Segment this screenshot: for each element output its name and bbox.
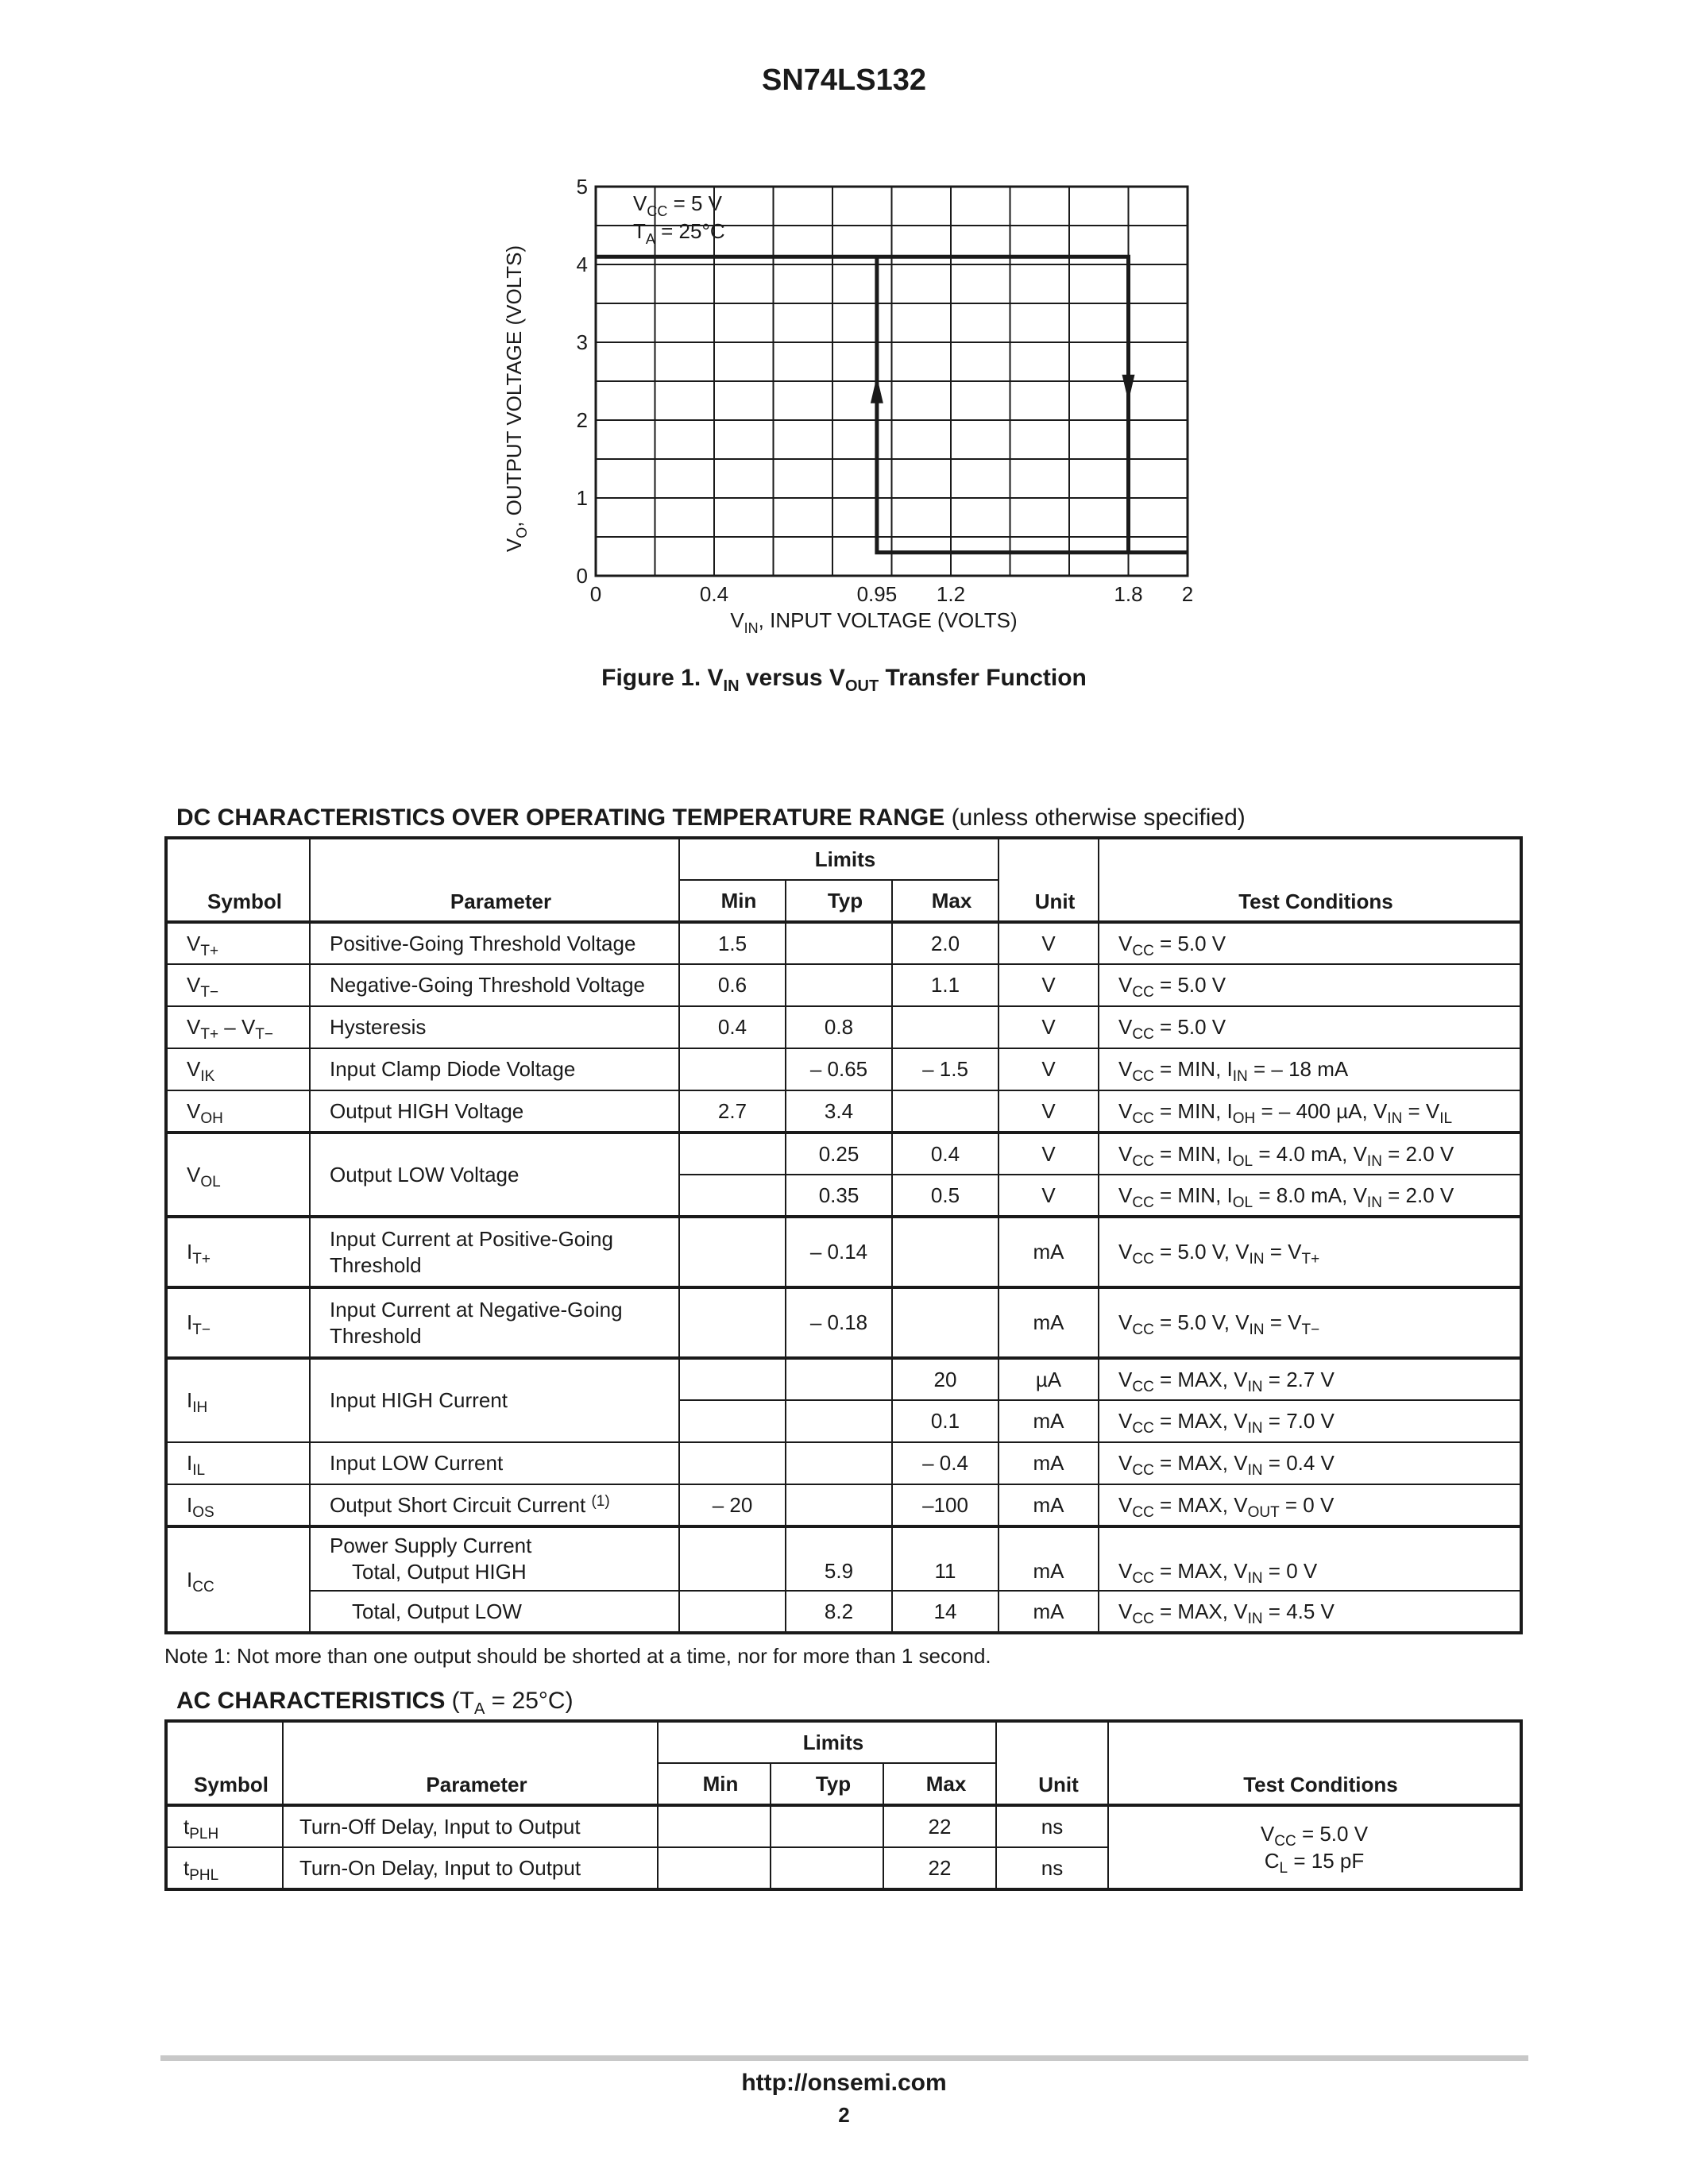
conditions-cell: $V_{CC} = 5.0$ V $C_L = 15$ pF <box>1108 1805 1521 1889</box>
max-cell <box>892 1217 999 1287</box>
y-tick-label: 0 <box>576 564 588 588</box>
max-cell: 1.1 <box>892 964 999 1006</box>
typ-cell: 0.8 <box>786 1006 892 1048</box>
unit-cell: V <box>999 1090 1099 1133</box>
parameter-cell: Total, Output LOW <box>310 1591 679 1633</box>
max-cell: 22 <box>883 1805 996 1847</box>
unit-cell: V <box>999 1048 1099 1090</box>
min-cell <box>679 1358 786 1400</box>
footnote: Note 1: Not more than one output should be shorted at a time, nor for more than 1 second. <box>164 1644 991 1668</box>
conditions-cell: $V_{CC} = 5.0$ V <box>1099 1006 1521 1048</box>
parameter-cell: Negative-Going Threshold Voltage <box>310 964 679 1006</box>
ac-section-title: AC CHARACTERISTICS $(T_A = 25^\circ C)$ <box>176 1688 574 1718</box>
x-tick-label: 0.4 <box>699 582 729 606</box>
table-row <box>166 1805 1521 1847</box>
max-cell: – 1.5 <box>892 1048 999 1090</box>
conditions-cell: $V_{CC} = 5.0$ V <box>1099 922 1521 964</box>
table-row <box>166 1526 1521 1591</box>
min-cell: 1.5 <box>679 922 786 964</box>
header-min: Min <box>658 1763 771 1805</box>
chart-grid <box>596 187 1188 576</box>
unit-cell: mA <box>999 1526 1099 1591</box>
max-cell: 11 <box>892 1526 999 1591</box>
arrow-up-marker <box>871 376 883 403</box>
unit-cell: V <box>999 1175 1099 1217</box>
y-tick-label: 5 <box>576 175 588 199</box>
max-cell: 14 <box>892 1591 999 1633</box>
max-cell: 0.5 <box>892 1175 999 1217</box>
max-cell: 0.1 <box>892 1400 999 1442</box>
x-tick-label: 0 <box>589 582 602 606</box>
symbol-cell: $V_{OL}$ <box>166 1133 310 1217</box>
symbol-cell: $V_{T+} - V_{T-}$ <box>166 1006 310 1048</box>
conditions-cell: $V_{CC}$ = MAX, $V_{IN} = 7.0$ V <box>1099 1400 1521 1442</box>
table-row <box>166 1287 1521 1358</box>
parameter-cell: Output Short Circuit Current $^{(1)}$ <box>310 1484 679 1526</box>
chart-annotation: $V_{CC} = 5$ V <box>633 191 722 219</box>
conditions-cell: $V_{CC} = 5.0$ V <box>1099 964 1521 1006</box>
min-cell <box>679 1287 786 1358</box>
typ-cell: – 0.18 <box>786 1287 892 1358</box>
table-row <box>166 1090 1521 1133</box>
y-tick-label: 3 <box>576 330 588 354</box>
symbol-cell: $V_{T+}$ <box>166 922 310 964</box>
table-row <box>166 1484 1521 1526</box>
unit-cell: mA <box>999 1484 1099 1526</box>
dc-section-title: DC CHARACTERISTICS OVER OPERATING TEMPERATURE RANGE (unless otherwise specified) <box>176 805 1246 831</box>
x-tick-label: 2 <box>1181 582 1194 606</box>
y-tick-label: 4 <box>576 253 588 276</box>
table-row <box>166 1133 1521 1175</box>
typ-cell <box>786 922 892 964</box>
max-cell: 2.0 <box>892 922 999 964</box>
unit-cell: mA <box>999 1442 1099 1484</box>
min-cell <box>679 1217 786 1287</box>
typ-cell: – 0.14 <box>786 1217 892 1287</box>
max-cell <box>892 1006 999 1048</box>
header-min: Min <box>679 880 786 922</box>
chart-annotation: $T_A = 25^\circ C$ <box>633 219 725 247</box>
max-cell <box>892 1287 999 1358</box>
min-cell: – 20 <box>679 1484 786 1526</box>
unit-cell: mA <box>999 1287 1099 1358</box>
table-row <box>166 922 1521 964</box>
unit-cell: V <box>999 1006 1099 1048</box>
unit-cell: mA <box>999 1591 1099 1633</box>
parameter-cell: Hysteresis <box>310 1006 679 1048</box>
y-axis-label: $V_O$, OUTPUT VOLTAGE (VOLTS) <box>502 245 530 553</box>
x-tick-label: 1.2 <box>936 582 966 606</box>
parameter-cell: Input HIGH Current <box>310 1358 679 1442</box>
header-limits: Limits <box>679 838 999 880</box>
symbol-cell: $V_{T-}$ <box>166 964 310 1006</box>
typ-cell: 0.35 <box>786 1175 892 1217</box>
min-cell: 0.4 <box>679 1006 786 1048</box>
header-typ: Typ <box>771 1763 883 1805</box>
unit-cell: ns <box>996 1805 1108 1847</box>
typ-cell <box>771 1805 883 1847</box>
typ-cell <box>786 1484 892 1526</box>
conditions-cell: $V_{CC}$ = MAX, $V_{IN} = 0.4$ V <box>1099 1442 1521 1484</box>
symbol-cell: $t_{PHL}$ <box>166 1847 283 1889</box>
conditions-cell: $V_{CC} = 5.0$ V, $V_{IN} = V_{T-}$ <box>1099 1287 1521 1358</box>
y-tick-label: 2 <box>576 408 588 432</box>
parameter-cell: Input Clamp Diode Voltage <box>310 1048 679 1090</box>
x-tick-label: 0.95 <box>856 582 898 606</box>
max-cell: – 0.4 <box>892 1442 999 1484</box>
typ-cell: – 0.65 <box>786 1048 892 1090</box>
conditions-cell: $V_{CC}$ = MAX, $V_{IN} = 2.7$ V <box>1099 1358 1521 1400</box>
max-cell <box>892 1090 999 1133</box>
unit-cell: µA <box>999 1358 1099 1400</box>
header-unit: Unit <box>999 838 1099 922</box>
min-cell <box>679 1400 786 1442</box>
typ-cell <box>786 964 892 1006</box>
table-row <box>166 1442 1521 1484</box>
max-cell: –100 <box>892 1484 999 1526</box>
parameter-cell: Output LOW Voltage <box>310 1133 679 1217</box>
chart-annotations <box>633 191 725 247</box>
symbol-cell: $I_{OS}$ <box>166 1484 310 1526</box>
table-row <box>166 1217 1521 1287</box>
table-row <box>166 1048 1521 1090</box>
table-row <box>166 964 1521 1006</box>
arrow-down-marker <box>1122 375 1135 402</box>
min-cell: 2.7 <box>679 1090 786 1133</box>
table-row <box>166 1591 1521 1633</box>
figure-caption: Figure 1. $V_{IN}$ versus $V_{OUT}$ Transfer Function <box>601 665 1087 695</box>
x-tick-label: 1.8 <box>1114 582 1143 606</box>
unit-cell: mA <box>999 1400 1099 1442</box>
symbol-cell: $t_{PLH}$ <box>166 1805 283 1847</box>
parameter-cell: Input LOW Current <box>310 1442 679 1484</box>
conditions-cell: $V_{CC}$ = MIN, $I_{IN}$ = – 18 mA <box>1099 1048 1521 1090</box>
header-parameter: Parameter <box>283 1721 658 1805</box>
min-cell: 0.6 <box>679 964 786 1006</box>
header-symbol: Symbol <box>166 1721 283 1805</box>
max-cell: 22 <box>883 1847 996 1889</box>
typ-cell: 0.25 <box>786 1133 892 1175</box>
parameter-cell: Positive-Going Threshold Voltage <box>310 922 679 964</box>
header-conditions: Test Conditions <box>1099 838 1521 922</box>
conditions-cell: $V_{CC}$ = MIN, $I_{OH}$ = – 400 µA, $V_{IN} = V_{IL}$ <box>1099 1090 1521 1133</box>
header-typ: Typ <box>786 880 892 922</box>
symbol-cell: $I_{T+}$ <box>166 1217 310 1287</box>
min-cell <box>679 1133 786 1175</box>
table-row <box>166 1006 1521 1048</box>
typ-cell: 5.9 <box>786 1526 892 1591</box>
header-unit: Unit <box>996 1721 1108 1805</box>
table-row <box>166 1358 1521 1400</box>
unit-cell: V <box>999 964 1099 1006</box>
min-cell <box>679 1591 786 1633</box>
transfer-function-chart <box>477 175 1207 651</box>
parameter-cell: Turn-Off Delay, Input to Output <box>283 1805 658 1847</box>
max-cell: 0.4 <box>892 1133 999 1175</box>
dc-characteristics-table <box>164 836 1523 1634</box>
symbol-cell: $I_{T-}$ <box>166 1287 310 1358</box>
parameter-cell: Output HIGH Voltage <box>310 1090 679 1133</box>
page-number: 2 <box>838 2103 850 2127</box>
symbol-cell: $I_{CC}$ <box>166 1526 310 1633</box>
typ-cell <box>786 1442 892 1484</box>
parameter-cell: Turn-On Delay, Input to Output <box>283 1847 658 1889</box>
footer-divider <box>160 2055 1528 2061</box>
typ-cell <box>786 1400 892 1442</box>
symbol-cell: $I_{IH}$ <box>166 1358 310 1442</box>
conditions-cell: $V_{CC}$ = MAX, $V_{OUT} = 0$ V <box>1099 1484 1521 1526</box>
typ-cell <box>771 1847 883 1889</box>
max-cell: 20 <box>892 1358 999 1400</box>
conditions-cell: $V_{CC}$ = MIN, $I_{OL} = 8.0$ mA, $V_{IN} = 2.0$ V <box>1099 1175 1521 1217</box>
ac-characteristics-table <box>164 1719 1523 1891</box>
unit-cell: V <box>999 922 1099 964</box>
page-title: SN74LS132 <box>761 64 926 97</box>
unit-cell: mA <box>999 1217 1099 1287</box>
x-axis-label: $V_{IN}$, INPUT VOLTAGE (VOLTS) <box>730 608 1018 636</box>
conditions-cell: $V_{CC} = 5.0$ V, $V_{IN} = V_{T+}$ <box>1099 1217 1521 1287</box>
header-symbol: Symbol <box>166 838 310 922</box>
conditions-cell: $V_{CC}$ = MIN, $I_{OL} = 4.0$ mA, $V_{IN} = 2.0$ V <box>1099 1133 1521 1175</box>
min-cell <box>679 1526 786 1591</box>
symbol-cell: $V_{OH}$ <box>166 1090 310 1133</box>
min-cell <box>679 1175 786 1217</box>
parameter-cell: Input Current at Negative-Going Threshold <box>310 1287 679 1358</box>
unit-cell: ns <box>996 1847 1108 1889</box>
conditions-cell: $V_{CC}$ = MAX, $V_{IN} = 4.5$ V <box>1099 1591 1521 1633</box>
parameter-cell: Power Supply Current Total, Output HIGH <box>310 1526 679 1591</box>
typ-cell <box>786 1358 892 1400</box>
footer-link[interactable]: http://onsemi.com <box>741 2070 947 2096</box>
symbol-cell: $V_{IK}$ <box>166 1048 310 1090</box>
parameter-cell: Input Current at Positive-Going Threshold <box>310 1217 679 1287</box>
min-cell <box>658 1847 771 1889</box>
typ-cell: 3.4 <box>786 1090 892 1133</box>
y-tick-label: 1 <box>576 486 588 510</box>
unit-cell: V <box>999 1133 1099 1175</box>
symbol-cell: $I_{IL}$ <box>166 1442 310 1484</box>
header-max: Max <box>883 1763 996 1805</box>
header-limits: Limits <box>658 1721 996 1763</box>
min-cell <box>679 1442 786 1484</box>
header-max: Max <box>892 880 999 922</box>
header-parameter: Parameter <box>310 838 679 922</box>
conditions-cell: $V_{CC}$ = MAX, $V_{IN} = 0$ V <box>1099 1526 1521 1591</box>
typ-cell: 8.2 <box>786 1591 892 1633</box>
min-cell <box>658 1805 771 1847</box>
header-conditions: Test Conditions <box>1108 1721 1521 1805</box>
min-cell <box>679 1048 786 1090</box>
